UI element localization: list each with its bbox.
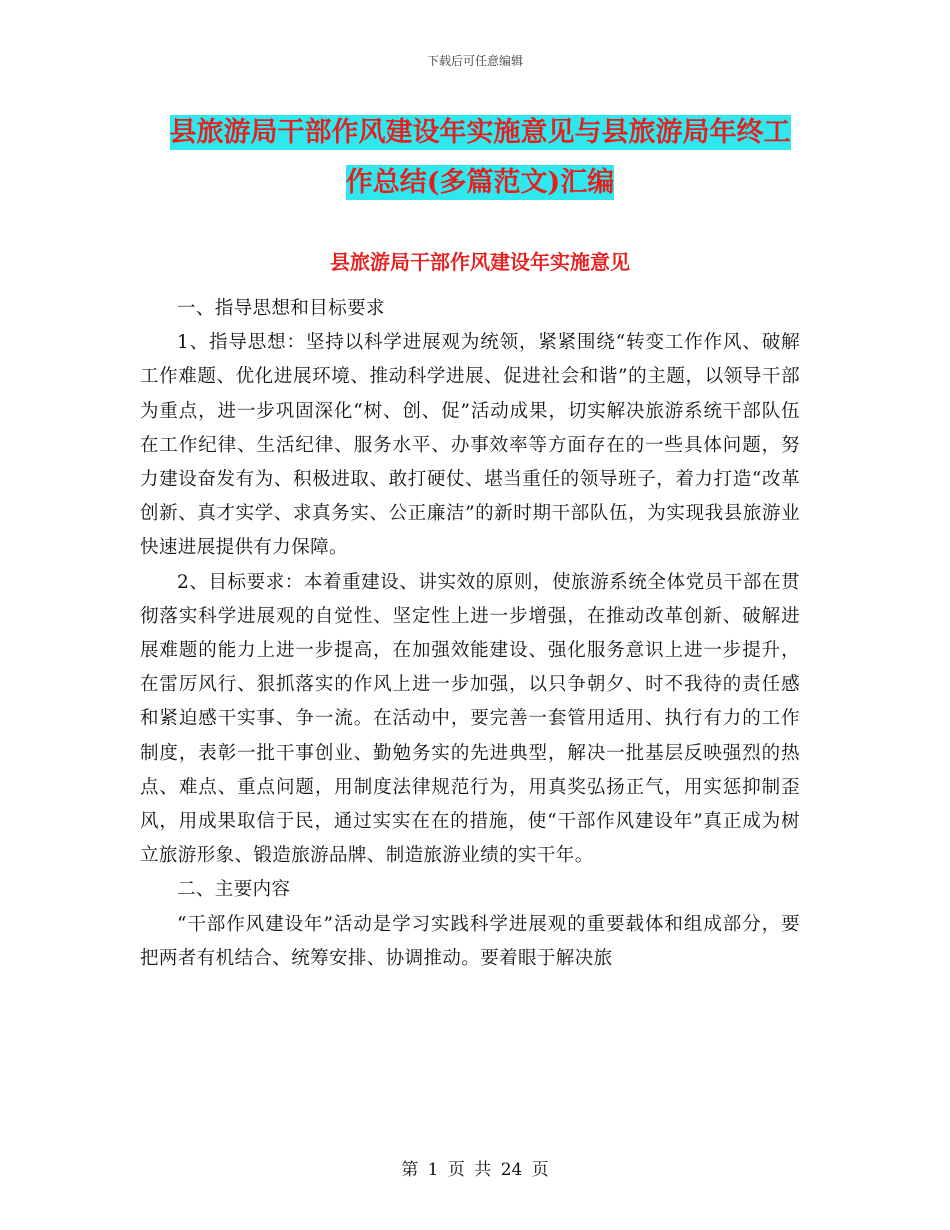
heading-main-content: 二、主要内容 bbox=[177, 879, 291, 901]
paragraph-main-content: “干部作风建设年”活动是学习实践科学进展观的重要载体和组成部分，要把两者有机结合、统筹安排、协调推动。要着眼于解决旅 bbox=[140, 913, 800, 969]
title-line-2: 作总结(多篇范文)汇编 bbox=[345, 167, 615, 198]
document-title bbox=[140, 108, 820, 208]
page-header-note: 下载后可任意编辑 bbox=[426, 54, 523, 68]
title-line-1: 县旅游局干部作风建设年实施意见与县旅游局年终工 bbox=[169, 117, 791, 148]
paragraph-target-requirements: 2、目标要求：本着重建设、讲实效的原则，使旅游系统全体党员干部在贯彻落实科学进展观的自觉性、坚定性上进一步增强，在推动改革创新、破解进展难题的能力上进一步提高，在加强效能建设、强化服务意识上进一步提升，在雷厉风行、狠抓落实的作风上进一步加强，以只争朝夕、时不我待的责任感和紧迫感干实事、争一流。在活动中，要完善一套管用适用、执行有力的工作制度，表彰一批干事创业、勤勉务实的先进典型，解决一批基层反映强烈的热点、难点、重点问题，用制度法律规范行为，用真奖弘扬正气，用实惩抑制歪风，用成果取信于民，通过实实在在的措施，使“干部作风建设年”真正成为树立旅游形象、锻造旅游品牌、制造旅游业绩的实干年。 bbox=[140, 571, 800, 867]
paragraph-guiding-ideology: 1、指导思想：坚持以科学进展观为统领，紧紧围绕“转变工作作风、破解工作难题、优化进展环境、推动科学进展、促进社会和谐”的主题，以领导干部为重点，进一步巩固深化“树、创、促”活动成果，切实解决旅游系统干部队伍在工作纪律、生活纪律、服务水平、办事效率等方面存在的一些具体问题，努力建设奋发有为、积极进取、敢打硬仗、堪当重任的领导班子，着力打造“改革创新、真才实学、求真务实、公正廉洁”的新时期干部队伍，为实现我县旅游业快速进展提供有力保障。 bbox=[140, 332, 800, 559]
document-body bbox=[140, 292, 800, 976]
heading-guiding-ideology: 一、指导思想和目标要求 bbox=[177, 298, 385, 319]
section-title: 县旅游局干部作风建设年实施意见 bbox=[330, 250, 630, 274]
page-number: 第 1 页 共 24 页 bbox=[401, 1160, 549, 1180]
